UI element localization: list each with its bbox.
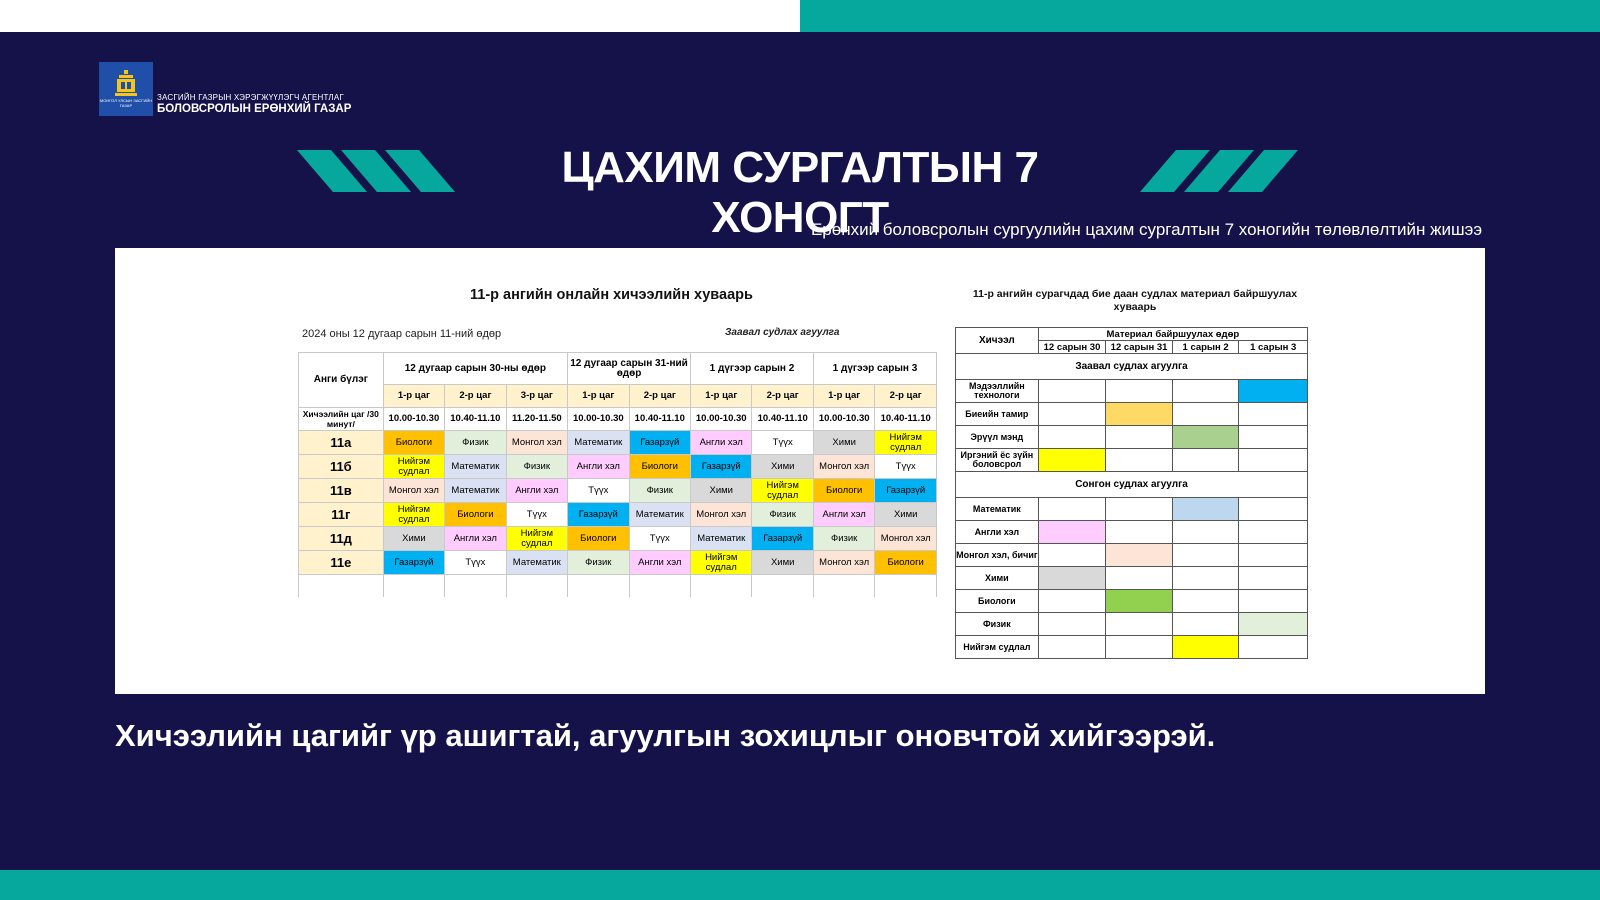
day-header: 1 дүгээр сарын 2 bbox=[691, 353, 814, 385]
day-header: 12 дугаар сарын 31-ний өдөр bbox=[568, 353, 691, 385]
table-row bbox=[956, 426, 1308, 449]
subject-cell: Түүх bbox=[629, 527, 690, 551]
upload-date: 12 сарын 30 bbox=[1038, 341, 1106, 354]
empty-cell bbox=[691, 575, 752, 598]
empty-cell bbox=[1038, 498, 1106, 521]
slot-header: 2-р цаг bbox=[445, 385, 506, 408]
slot-header: 1-р цаг bbox=[691, 385, 752, 408]
right-stripes-decoration bbox=[1140, 150, 1305, 192]
upload-marker bbox=[1172, 426, 1239, 449]
subject-cell: Математик bbox=[506, 551, 567, 575]
empty-cell bbox=[1038, 590, 1106, 613]
subject-cell: Газарзүй bbox=[752, 527, 813, 551]
subject-name: Биеийн тамир bbox=[956, 403, 1039, 426]
table-row bbox=[956, 403, 1308, 426]
table-row bbox=[956, 613, 1308, 636]
subject-cell: Физик bbox=[813, 527, 874, 551]
subject-cell: Нийгэм судлал bbox=[875, 431, 937, 455]
empty-cell bbox=[1172, 449, 1239, 472]
time-cell: 10.00-10.30 bbox=[568, 408, 629, 431]
subject-cell: Түүх bbox=[445, 551, 506, 575]
subject-cell: Нийгэм судлал bbox=[383, 503, 444, 527]
empty-cell bbox=[1038, 403, 1106, 426]
subject-cell: Монгол хэл bbox=[691, 503, 752, 527]
subject-name: Иргэний ёс зүйн боловсрол bbox=[956, 449, 1039, 472]
class-label: 11г bbox=[299, 503, 384, 527]
subject-cell: Англи хэл bbox=[813, 503, 874, 527]
table-row bbox=[956, 590, 1308, 613]
empty-cell bbox=[1172, 544, 1239, 567]
table-row bbox=[956, 636, 1308, 659]
empty-cell bbox=[1239, 544, 1308, 567]
empty-cell bbox=[1038, 380, 1106, 403]
subject-cell: Газарзүй bbox=[568, 503, 629, 527]
required-content-label: Заавал судлах агуулга bbox=[725, 327, 840, 338]
empty-cell bbox=[1106, 521, 1173, 544]
class-label: 11б bbox=[299, 455, 384, 479]
subject-name: Нийгэм судлал bbox=[956, 636, 1039, 659]
empty-cell bbox=[1038, 636, 1106, 659]
org-logo bbox=[99, 62, 351, 116]
subject-cell: Физик bbox=[752, 503, 813, 527]
empty-cell bbox=[383, 575, 444, 598]
subject-cell: Газарзүй bbox=[875, 479, 937, 503]
empty-cell bbox=[1172, 590, 1239, 613]
subject-cell: Монгол хэл bbox=[813, 551, 874, 575]
empty-cell bbox=[752, 575, 813, 598]
class-label: 11а bbox=[299, 431, 384, 455]
subject-cell: Нийгэм судлал bbox=[383, 455, 444, 479]
empty-cell bbox=[1106, 426, 1173, 449]
subject-cell: Газарзүй bbox=[629, 431, 690, 455]
subject-name: Хими bbox=[956, 567, 1039, 590]
time-cell: 10.00-10.30 bbox=[383, 408, 444, 431]
subject-cell: Англи хэл bbox=[568, 455, 629, 479]
subject-cell: Хими bbox=[691, 479, 752, 503]
upload-marker bbox=[1106, 403, 1173, 426]
empty-cell bbox=[1172, 380, 1239, 403]
subject-cell: Англи хэл bbox=[629, 551, 690, 575]
subject-header: Хичээл bbox=[956, 328, 1039, 354]
footer-message: Хичээлийн цагийг үр ашигтай, агуулгын зохицлыг оновчтой хийгээрэй. bbox=[115, 718, 1216, 753]
subject-cell: Биологи bbox=[445, 503, 506, 527]
materials-title: 11-р ангийн сурагчдад бие даан судлах материал байршуулах хуваарь bbox=[972, 288, 1298, 313]
slot-header: 1-р цаг bbox=[813, 385, 874, 408]
table-row bbox=[299, 431, 937, 455]
subject-cell: Англи хэл bbox=[506, 479, 567, 503]
subject-name: Биологи bbox=[956, 590, 1039, 613]
subject-cell: Хими bbox=[752, 551, 813, 575]
subject-cell: Газарзүй bbox=[691, 455, 752, 479]
empty-cell bbox=[629, 575, 690, 598]
emblem-text: МОНГОЛ УЛСЫН ЗАСГИЙН ГАЗАР bbox=[99, 98, 153, 108]
page-title: ЦАХИМ СУРГАЛТЫН 7 ХОНОГТ bbox=[561, 143, 1039, 242]
subject-cell: Түүх bbox=[875, 455, 937, 479]
empty-cell bbox=[506, 575, 567, 598]
time-cell: 10.00-10.30 bbox=[691, 408, 752, 431]
slot-header: 2-р цаг bbox=[752, 385, 813, 408]
table-row bbox=[299, 455, 937, 479]
class-label: 11д bbox=[299, 527, 384, 551]
subject-cell: Биологи bbox=[568, 527, 629, 551]
time-cell: 10.00-10.30 bbox=[813, 408, 874, 431]
subject-name: Физик bbox=[956, 613, 1039, 636]
time-cell: 10.40-11.10 bbox=[875, 408, 937, 431]
bottom-teal-bar bbox=[0, 870, 1600, 900]
slot-header: 1-р цаг bbox=[383, 385, 444, 408]
subject-name: Мэдээллийн технологи bbox=[956, 380, 1039, 403]
subject-name: Эрүүл мэнд bbox=[956, 426, 1039, 449]
upload-date-header: Материал байршуулах өдөр bbox=[1038, 328, 1307, 341]
materials-table bbox=[955, 327, 1308, 659]
empty-cell bbox=[1172, 403, 1239, 426]
time-cell: 10.40-11.10 bbox=[445, 408, 506, 431]
day-header: 1 дүгээр сарын 3 bbox=[813, 353, 936, 385]
upload-marker bbox=[1172, 636, 1239, 659]
time-cell: 11.20-11.50 bbox=[506, 408, 567, 431]
subject-cell: Түүх bbox=[568, 479, 629, 503]
empty-cell bbox=[813, 575, 874, 598]
table-row bbox=[956, 380, 1308, 403]
empty-cell bbox=[1172, 567, 1239, 590]
table-row bbox=[956, 567, 1308, 590]
upload-marker bbox=[1106, 590, 1173, 613]
slot-header: 2-р цаг bbox=[875, 385, 937, 408]
empty-cell bbox=[1239, 426, 1308, 449]
table-row bbox=[956, 449, 1308, 472]
empty-cell bbox=[445, 575, 506, 598]
subject-cell: Монгол хэл bbox=[813, 455, 874, 479]
empty-cell bbox=[1172, 613, 1239, 636]
upload-marker bbox=[1172, 498, 1239, 521]
subject-cell: Физик bbox=[506, 455, 567, 479]
class-label: 11е bbox=[299, 551, 384, 575]
subject-cell: Математик bbox=[691, 527, 752, 551]
top-teal-bar bbox=[800, 0, 1600, 32]
class-group-header: Анги бүлэг bbox=[299, 353, 384, 408]
subject-cell: Хими bbox=[875, 503, 937, 527]
subject-cell: Математик bbox=[568, 431, 629, 455]
empty-cell bbox=[1106, 613, 1173, 636]
subject-cell: Нийгэм судлал bbox=[506, 527, 567, 551]
day-header: 12 дугаар сарын 30-ны өдөр bbox=[383, 353, 567, 385]
schedule-date: 2024 оны 12 дугаар сарын 11-ний өдөр bbox=[302, 328, 502, 340]
slot-header: 2-р цаг bbox=[629, 385, 690, 408]
empty-cell bbox=[1106, 498, 1173, 521]
subject-cell: Англи хэл bbox=[445, 527, 506, 551]
empty-cell bbox=[1172, 521, 1239, 544]
time-header: Хичээлийн цаг /30 минут/ bbox=[299, 408, 384, 431]
subject-cell: Түүх bbox=[506, 503, 567, 527]
subject-cell: Хими bbox=[813, 431, 874, 455]
subject-name: Англи хэл bbox=[956, 521, 1039, 544]
subject-cell: Түүх bbox=[752, 431, 813, 455]
schedule-title: 11-р ангийн онлайн хичээлийн хуваарь bbox=[470, 287, 753, 303]
org-agency-line: ЗАСГИЙН ГАЗРЫН ХЭРЭГЖҮҮЛЭГЧ АГЕНТЛАГ bbox=[157, 92, 344, 102]
class-label: 11в bbox=[299, 479, 384, 503]
upload-date: 12 сарын 31 bbox=[1106, 341, 1173, 354]
subject-cell: Математик bbox=[445, 479, 506, 503]
empty-cell bbox=[1038, 544, 1106, 567]
upload-marker bbox=[1239, 380, 1308, 403]
slot-header: 3-р цаг bbox=[506, 385, 567, 408]
empty-cell bbox=[1106, 449, 1173, 472]
table-row bbox=[299, 479, 937, 503]
empty-cell bbox=[1106, 567, 1173, 590]
subject-cell: Физик bbox=[568, 551, 629, 575]
upload-date: 1 сарын 3 bbox=[1239, 341, 1308, 354]
elective-section-header: Сонгон судлах агуулга bbox=[956, 472, 1308, 498]
empty-cell bbox=[1038, 613, 1106, 636]
required-section-header: Заавал судлах агуулга bbox=[956, 354, 1308, 380]
empty-cell bbox=[1239, 521, 1308, 544]
slot-header: 1-р цаг bbox=[568, 385, 629, 408]
subject-cell: Математик bbox=[445, 455, 506, 479]
empty-cell bbox=[1239, 636, 1308, 659]
subject-name: Монгол хэл, бичиг bbox=[956, 544, 1039, 567]
subject-cell: Биологи bbox=[383, 431, 444, 455]
table-row bbox=[299, 503, 937, 527]
subject-cell: Газарзүй bbox=[383, 551, 444, 575]
page-subtitle: Ерөнхий боловсролын сургуулийн цахим сургалтын 7 хоногийн төлөвлөлтийн жишээ bbox=[810, 220, 1482, 239]
empty-cell bbox=[568, 575, 629, 598]
table-row bbox=[299, 527, 937, 551]
class-schedule-table bbox=[298, 352, 937, 597]
table-row bbox=[299, 551, 937, 575]
subject-cell: Биологи bbox=[875, 551, 937, 575]
org-name: БОЛОВСРОЛЫН ЕРӨНХИЙ ГАЗАР bbox=[157, 102, 352, 115]
upload-marker bbox=[1038, 567, 1106, 590]
left-stripes-decoration bbox=[297, 150, 462, 192]
upload-marker bbox=[1038, 449, 1106, 472]
empty-cell bbox=[1239, 567, 1308, 590]
emblem-icon bbox=[99, 62, 153, 116]
subject-cell: Хими bbox=[752, 455, 813, 479]
subject-cell: Англи хэл bbox=[691, 431, 752, 455]
time-cell: 10.40-11.10 bbox=[629, 408, 690, 431]
subject-cell: Хими bbox=[383, 527, 444, 551]
subject-cell: Нийгэм судлал bbox=[752, 479, 813, 503]
upload-marker bbox=[1239, 613, 1308, 636]
empty-cell bbox=[299, 575, 384, 598]
subject-cell: Нийгэм судлал bbox=[691, 551, 752, 575]
top-white-bar bbox=[0, 0, 800, 32]
upload-marker bbox=[1106, 544, 1173, 567]
empty-cell bbox=[1239, 590, 1308, 613]
empty-cell bbox=[1038, 426, 1106, 449]
subject-cell: Монгол хэл bbox=[506, 431, 567, 455]
empty-cell bbox=[875, 575, 937, 598]
subject-cell: Физик bbox=[445, 431, 506, 455]
empty-cell bbox=[1106, 636, 1173, 659]
subject-cell: Монгол хэл bbox=[875, 527, 937, 551]
empty-cell bbox=[1106, 380, 1173, 403]
empty-cell bbox=[1239, 498, 1308, 521]
time-cell: 10.40-11.10 bbox=[752, 408, 813, 431]
table-row bbox=[956, 498, 1308, 521]
table-row bbox=[956, 521, 1308, 544]
subject-name: Математик bbox=[956, 498, 1039, 521]
subject-cell: Биологи bbox=[629, 455, 690, 479]
subject-cell: Монгол хэл bbox=[383, 479, 444, 503]
subject-cell: Физик bbox=[629, 479, 690, 503]
empty-cell bbox=[1239, 449, 1308, 472]
table-row bbox=[956, 544, 1308, 567]
empty-cell bbox=[1239, 403, 1308, 426]
upload-marker bbox=[1038, 521, 1106, 544]
subject-cell: Математик bbox=[629, 503, 690, 527]
upload-date: 1 сарын 2 bbox=[1172, 341, 1239, 354]
subject-cell: Биологи bbox=[813, 479, 874, 503]
